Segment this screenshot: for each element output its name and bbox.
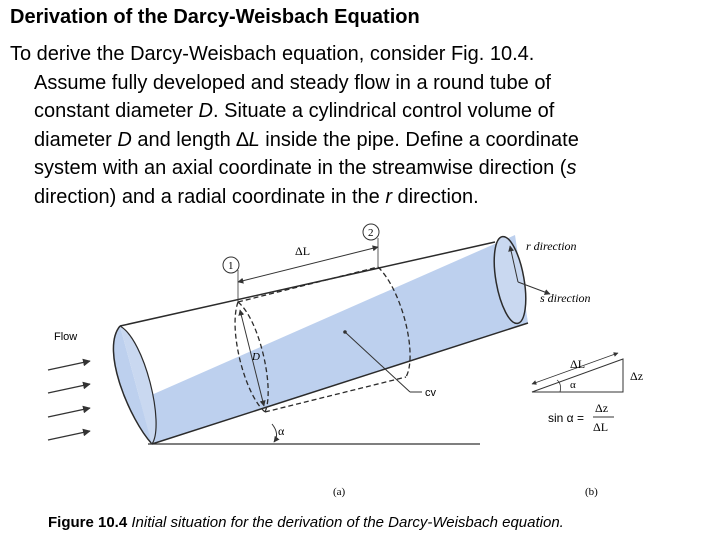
figure-caption: [48, 514, 564, 531]
paragraph-line: [10, 69, 710, 98]
section-2-label: 2: [368, 227, 374, 239]
panel-b-label: (b): [585, 486, 598, 498]
paragraph-text-run: Assume fully developed and steady flow in a round tube of: [34, 71, 551, 94]
alpha-label: α: [278, 424, 285, 438]
pipe-diagram-figure: [40, 220, 680, 505]
paragraph-text-run: r: [385, 185, 392, 208]
slide-title: Derivation of the Darcy-Weisbach Equation: [10, 6, 420, 28]
paragraph-text-run: D: [117, 128, 132, 151]
triangle-delta-z: Δz: [630, 369, 644, 383]
paragraph-text-run: direction) and a radial coordinate in the: [34, 185, 386, 208]
cv-label: cv: [425, 387, 436, 399]
paragraph-text-run: To derive the Darcy-Weisbach equation, consider Fig. 10.4.: [10, 43, 535, 65]
paragraph-text-run: inside the pipe. Define a coordinate: [259, 128, 579, 151]
delta-l-label: ΔL: [295, 244, 311, 258]
r-direction-label: r direction: [526, 239, 577, 253]
formula-numerator: Δz: [595, 401, 609, 415]
paragraph-line: [10, 183, 710, 212]
pipe-body: [140, 235, 528, 444]
alpha-arc: [272, 424, 277, 442]
section-1-label: 1: [228, 260, 234, 272]
s-direction-label: s direction: [540, 291, 591, 305]
panel-a-label: (a): [333, 486, 346, 498]
formula-denominator: ΔL: [593, 420, 609, 434]
paragraph-text-run: s: [566, 157, 577, 179]
body-paragraph: [10, 40, 710, 211]
paragraph-text-run: and length ∆: [131, 128, 249, 151]
sin-alpha-prefix: sin α =: [548, 411, 584, 425]
paragraph-line: [10, 97, 710, 126]
paragraph-text-run: direction.: [392, 185, 479, 208]
triangle-alpha: α: [570, 379, 576, 391]
paragraph-text-run: . Situate a cylindrical control volume of: [212, 100, 555, 122]
paragraph-text-run: constant diameter: [34, 100, 199, 122]
paragraph-line: [10, 126, 710, 155]
diameter-label: D: [252, 351, 260, 363]
flow-label: Flow: [54, 331, 78, 343]
paragraph-text-run: L: [248, 128, 260, 151]
flow-arrows: [48, 361, 90, 440]
paragraph-text-run: diameter: [34, 128, 118, 151]
paragraph-line: [10, 40, 710, 69]
triangle-delta-l: ΔL: [570, 357, 586, 371]
paragraph-line: [10, 154, 710, 183]
figure-number: Figure 10.4: [48, 514, 128, 531]
paragraph-text-run: system with an axial coordinate in the streamwise direction (: [34, 157, 567, 179]
caption-text: Initial situation for the derivation of the Darcy-Weisbach equation.: [127, 514, 564, 531]
paragraph-text-run: D: [198, 100, 213, 122]
